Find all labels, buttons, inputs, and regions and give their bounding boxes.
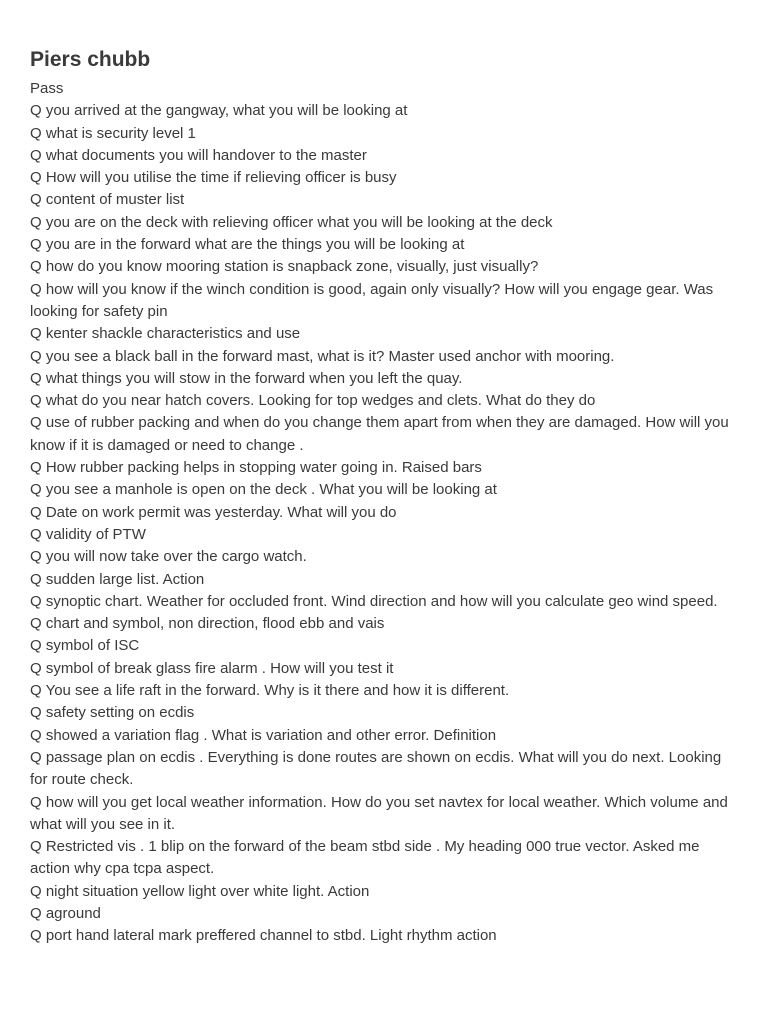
question-item: Q what documents you will handover to the master xyxy=(30,146,367,164)
question-item: Q validity of PTW xyxy=(30,525,146,543)
question-item: Q How rubber packing helps in stopping water going in. Raised bars xyxy=(30,459,482,477)
question-item: Q you see a manhole is open on the deck . What you will be looking at xyxy=(30,481,497,499)
question-item: Q you arrived at the gangway, what you will be looking at xyxy=(30,102,408,120)
question-item: Q safety setting on ecdis xyxy=(30,704,195,722)
question-item: Q Date on work permit was yesterday. What will you do xyxy=(30,503,397,521)
question-item: Q port hand lateral mark preffered channel to stbd. Light rhythm action xyxy=(30,927,497,945)
question-item: Q chart and symbol, non direction, flood ebb and vais xyxy=(30,615,385,633)
question-item: Q symbol of break glass fire alarm . How will you test it xyxy=(30,659,394,677)
note-status: Pass xyxy=(30,80,64,97)
question-item: Q You see a life raft in the forward. Why is it there and how it is different. xyxy=(30,682,510,700)
question-item: Q content of muster list xyxy=(30,191,185,209)
question-item: Q you see a black ball in the forward mast, what is it? Master used anchor with mooring. xyxy=(30,347,615,365)
question-item: Q what is security level 1 xyxy=(30,124,196,142)
question-item: Q you are on the deck with relieving officer what you will be looking at the deck xyxy=(30,213,553,231)
note-title: Piers chubb xyxy=(30,48,151,71)
question-item: Q How will you utilise the time if relieving officer is busy xyxy=(30,169,397,187)
question-item: Q Restricted vis . 1 blip on the forward of the beam stbd side . My heading 000 true vector. Asked me action why cpa tcpa aspect. xyxy=(30,838,700,878)
question-item: Q sudden large list. Action xyxy=(30,570,205,588)
question-item: Q passage plan on ecdis . Everything is done routes are shown on ecdis. What will you do next. Looking for route check. xyxy=(30,748,722,789)
question-item: Q how will you get local weather information. How do you set navtex for local weather. Which volume and what will you see in it. xyxy=(30,793,728,833)
question-item: Q use of rubber packing and when do you change them apart from when they are damaged. How will you know if it is damaged or need to change . xyxy=(30,414,729,454)
question-item: Q you will now take over the cargo watch. xyxy=(30,548,307,566)
question-item: Q synoptic chart. Weather for occluded front. Wind direction and how will you calculate geo wind speed. xyxy=(30,592,718,610)
question-item: Q symbol of ISC xyxy=(30,637,140,655)
question-item: Q night situation yellow light over white light. Action xyxy=(30,882,370,900)
question-item: Q what things you will stow in the forward when you left the quay. xyxy=(30,369,463,387)
question-item: Q you are in the forward what are the things you will be looking at xyxy=(30,236,465,254)
question-item: Q showed a variation flag . What is variation and other error. Definition xyxy=(30,726,497,744)
question-item: Q what do you near hatch covers. Looking for top wedges and clets. What do they do xyxy=(30,392,596,410)
question-item: Q kenter shackle characteristics and use xyxy=(30,325,301,343)
question-item: Q how will you know if the winch condition is good, again only visually? How will you engage gear. Was looking for safety pin xyxy=(30,280,714,320)
question-list xyxy=(30,100,742,947)
note-page xyxy=(30,46,742,948)
question-item: Q aground xyxy=(30,904,101,922)
question-item: Q how do you know mooring station is snapback zone, visually, just visually? xyxy=(30,258,539,276)
